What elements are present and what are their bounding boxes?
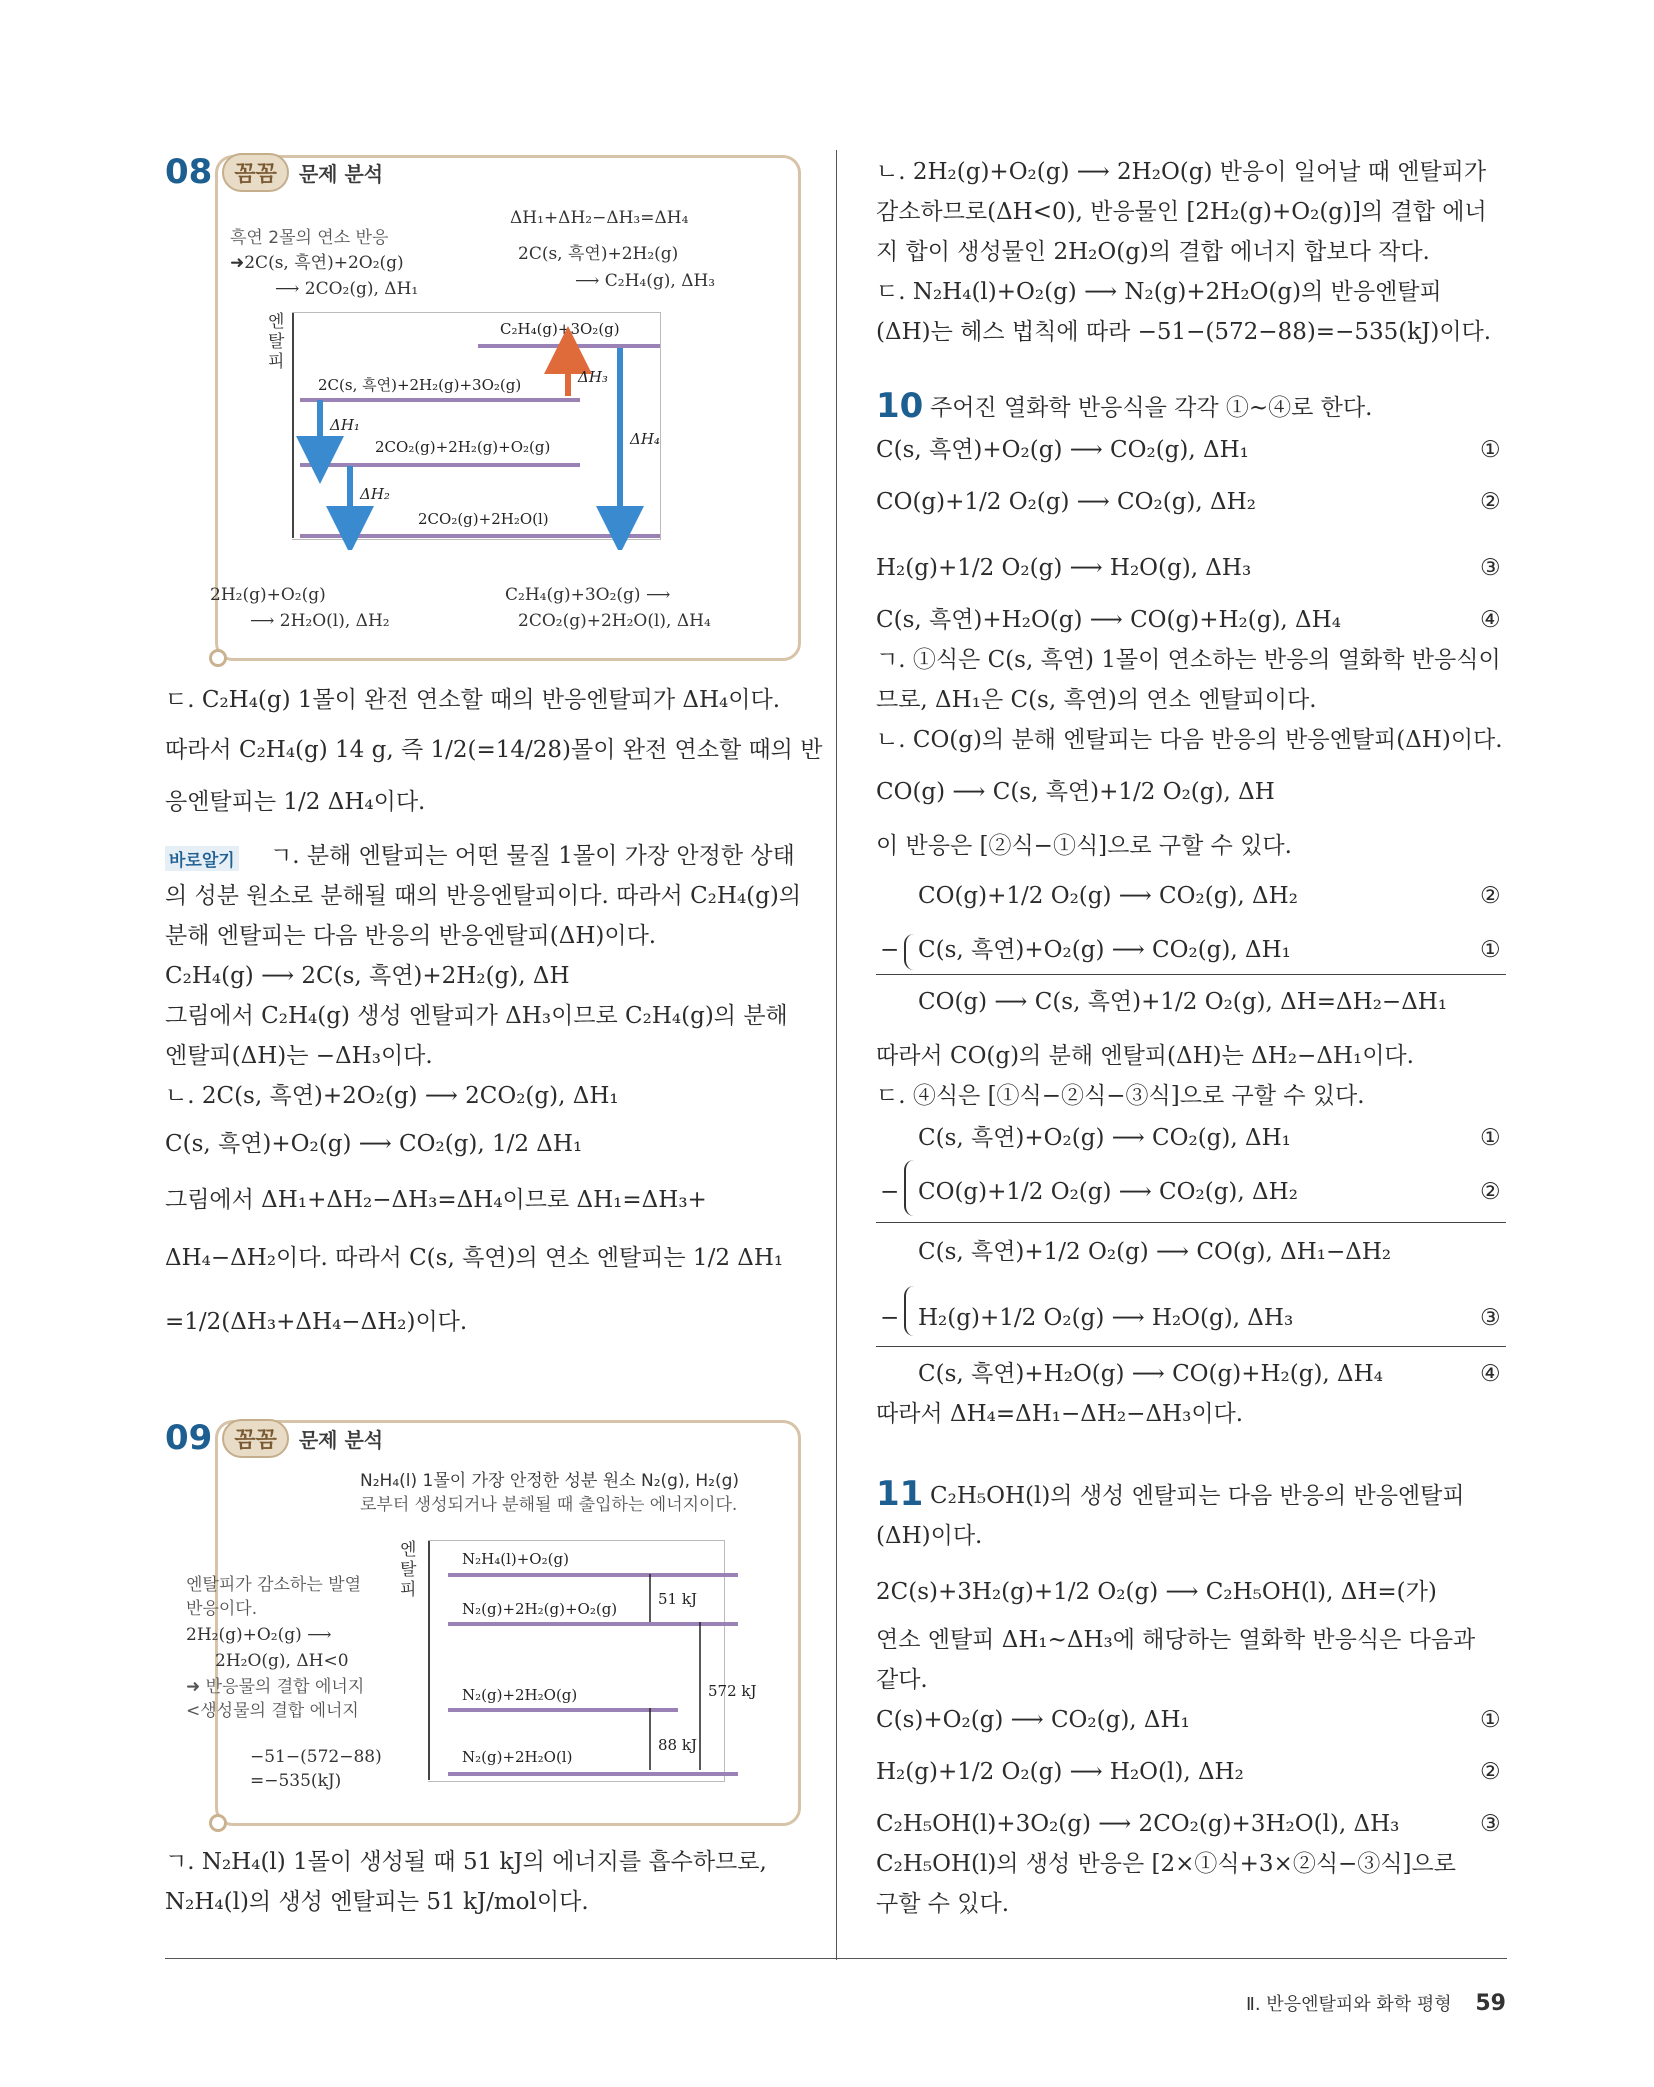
equation-line: C₂H₅OH(l)+3O₂(g) ⟶ 2CO₂(g)+3H₂O(l), ΔH₃ [876, 1811, 1400, 1837]
box-knob [209, 1814, 227, 1832]
diagram-note: C₂H₄(g)+3O₂(g) ⟶ [505, 585, 671, 605]
equation-line: H₂(g)+1/2 O₂(g) ⟶ H₂O(g), ΔH₃ [918, 1305, 1294, 1331]
diagram-note: 2H₂(g)+O₂(g) ⟶ [186, 1625, 332, 1645]
eq-mark: ③ [1480, 555, 1501, 581]
text-line: 응엔탈피는 1/2 ΔH₄이다. [165, 789, 426, 815]
equation-line: C(s, 흑연)+O₂(g) ⟶ CO₂(g), ΔH₁ [876, 437, 1249, 463]
text-line: 주어진 열화학 반응식을 각각 ①~④로 한다. [930, 395, 1373, 421]
diagram-note: ⟶ 2CO₂(g), ΔH₁ [275, 279, 419, 299]
diagram-note: 2C(s, 흑연)+2H₂(g) [518, 244, 679, 264]
section-title: Ⅱ. 반응엔탈피와 화학 평형 [1246, 1994, 1452, 2015]
eq-mark: ② [1480, 489, 1501, 515]
text-line: ㄱ. 분해 엔탈피는 어떤 물질 1몰이 가장 안정한 상태 [270, 843, 795, 869]
problem-09-header [165, 1418, 383, 1458]
diagram-note: 흑연 2몰의 연소 반응 [230, 228, 389, 248]
text-line: 므로, ΔH₁은 C(s, 흑연)의 연소 엔탈피이다. [876, 687, 1317, 713]
text-line: 따라서 C₂H₄(g) 14 g, 즉 1/2(=14/28)몰이 완전 연소할 때의 반 [165, 737, 823, 763]
problem-number: 11 [876, 1474, 924, 1514]
text-line: (ΔH)이다. [876, 1523, 983, 1549]
text-line: C₂H₅OH(l)의 생성 엔탈피는 다음 반응의 반응엔탈피 [930, 1483, 1465, 1509]
equation-line: C(s, 흑연)+1/2 O₂(g) ⟶ CO(g), ΔH₁−ΔH₂ [918, 1239, 1392, 1265]
level-label: N₂(g)+2H₂O(g) [462, 1686, 578, 1704]
eq-mark: ① [1480, 437, 1501, 463]
page-footer [1246, 1990, 1506, 2016]
diagram-note: 2H₂O(g), ΔH<0 [215, 1651, 349, 1671]
box-knob [209, 649, 227, 667]
text-line: 지 합이 생성물인 2H₂O(g)의 결합 에너지 합보다 작다. [876, 239, 1430, 265]
diagram-note: ⟶ 2H₂O(l), ΔH₂ [250, 611, 390, 631]
eq-mark: ④ [1480, 607, 1501, 633]
subtraction-bracket [904, 1160, 914, 1216]
eq-mark: ① [1480, 1125, 1501, 1151]
analysis-title: 문제 분석 [298, 1427, 384, 1452]
equation-line: CO(g) ⟶ C(s, 흑연)+1/2 O₂(g), ΔH [876, 779, 1275, 805]
y-axis-label: 엔탈피 [268, 312, 285, 372]
dh2-label: ΔH₂ [360, 485, 390, 503]
diagram-note: 엔탈피가 감소하는 발열 [186, 1575, 362, 1595]
text-line: 이 반응은 [②식−①식]으로 구할 수 있다. [876, 833, 1292, 859]
sum-line [876, 1346, 1506, 1347]
eq-mark: ③ [1480, 1811, 1501, 1837]
text-line: 그림에서 ΔH₁+ΔH₂−ΔH₃=ΔH₄이므로 ΔH₁=ΔH₃+ [165, 1187, 707, 1213]
text-line: C₂H₅OH(l)의 생성 반응은 [2×①식+3×②식−③식]으로 [876, 1851, 1456, 1877]
diagram-note: N₂H₄(l) 1몰이 가장 안정한 성분 원소 N₂(g), H₂(g) [360, 1471, 740, 1491]
equation-line: C(s, 흑연)+O₂(g) ⟶ CO₂(g), ΔH₁ [918, 1125, 1291, 1151]
diagram-note: ➜ 반응물의 결합 에너지 [186, 1677, 365, 1697]
text-line: ㄱ. ①식은 C(s, 흑연) 1몰이 연소하는 반응의 열화학 반응식이 [876, 647, 1501, 673]
text-line: 엔탈피(ΔH)는 −ΔH₃이다. [165, 1043, 433, 1069]
equation-line: CO(g) ⟶ C(s, 흑연)+1/2 O₂(g), ΔH=ΔH₂−ΔH₁ [918, 989, 1448, 1015]
text-line: 그림에서 C₂H₄(g) 생성 엔탈피가 ΔH₃이므로 C₂H₄(g)의 분해 [165, 1003, 788, 1029]
problem-number: 10 [876, 386, 924, 426]
level-label: N₂(g)+2H₂(g)+O₂(g) [462, 1600, 618, 1618]
level-label: N₂H₄(l)+O₂(g) [462, 1550, 569, 1568]
minus-sign: − [880, 1305, 900, 1331]
dh3-label: ΔH₃ [578, 368, 608, 386]
text-line: 의 성분 원소로 분해될 때의 반응엔탈피이다. 따라서 C₂H₄(g)의 [165, 883, 802, 909]
subtraction-bracket [904, 1286, 914, 1336]
correct-answer-tag: 바로알기 [165, 846, 239, 871]
diagram-note: ⟶ C₂H₄(g), ΔH₃ [575, 271, 716, 291]
sum-line [876, 1222, 1506, 1223]
text-line: ㄴ. 2C(s, 흑연)+2O₂(g) ⟶ 2CO₂(g), ΔH₁ [165, 1083, 619, 1109]
level-label: N₂(g)+2H₂O(l) [462, 1748, 573, 1766]
text-line: ㄴ. CO(g)의 분해 엔탈피는 다음 반응의 반응엔탈피(ΔH)이다. [876, 727, 1503, 753]
diagram-note: 로부터 생성되거나 분해될 때 출입하는 에너지이다. [360, 1495, 738, 1515]
analysis-title: 문제 분석 [298, 161, 384, 186]
eq-mark: ① [1480, 937, 1501, 963]
diagram-note: −51−(572−88) [250, 1747, 382, 1767]
footer-rule [165, 1958, 1507, 1959]
text-line: 감소하므로(ΔH<0), 반응물인 [2H₂(g)+O₂(g)]의 결합 에너 [876, 199, 1487, 225]
equation-line: C(s, 흑연)+H₂O(g) ⟶ CO(g)+H₂(g), ΔH₄ [876, 607, 1341, 633]
text-line: N₂H₄(l)의 생성 엔탈피는 51 kJ/mol이다. [165, 1889, 589, 1915]
problem-number: 08 [165, 152, 213, 192]
diagram-note: ➜2C(s, 흑연)+2O₂(g) [230, 253, 404, 273]
equation-line: CO(g)+1/2 O₂(g) ⟶ CO₂(g), ΔH₂ [876, 489, 1256, 515]
level-label: 2CO₂(g)+2H₂O(l) [418, 510, 549, 528]
y-axis-label: 엔탈피 [400, 1540, 417, 1600]
equation-line: CO(g)+1/2 O₂(g) ⟶ CO₂(g), ΔH₂ [918, 883, 1298, 909]
text-line: ㄷ. C₂H₄(g) 1몰이 완전 연소할 때의 반응엔탈피가 ΔH₄이다. [165, 687, 781, 713]
diagram-note: =−535(kJ) [250, 1771, 342, 1791]
text-line: ㄴ. 2H₂(g)+O₂(g) ⟶ 2H₂O(g) 반응이 일어날 때 엔탈피가 [876, 159, 1487, 185]
eq-mark: ② [1480, 1179, 1501, 1205]
analysis-tag: 꼼꼼 [222, 153, 289, 192]
dh4-label: ΔH₄ [630, 430, 660, 448]
page-number: 59 [1475, 1991, 1506, 2016]
diagram-note: 반응이다. [186, 1599, 258, 1619]
text-line: 분해 엔탈피는 다음 반응의 반응엔탈피(ΔH)이다. [165, 923, 657, 949]
text-line: ㄷ. ④식은 [①식−②식−③식]으로 구할 수 있다. [876, 1083, 1365, 1109]
equation-line: 2C(s)+3H₂(g)+1/2 O₂(g) ⟶ C₂H₅OH(l), ΔH=(가) [876, 1579, 1437, 1605]
column-divider [836, 150, 837, 1960]
dh1-label: ΔH₁ [330, 416, 360, 434]
energy-label-51: 51 kJ [658, 1590, 697, 1608]
text-line: 따라서 CO(g)의 분해 엔탈피(ΔH)는 ΔH₂−ΔH₁이다. [876, 1043, 1414, 1069]
eq-mark: ④ [1480, 1361, 1501, 1387]
text-line: ㄷ. N₂H₄(l)+O₂(g) ⟶ N₂(g)+2H₂O(g)의 반응엔탈피 [876, 279, 1442, 305]
eq-mark: ② [1480, 1759, 1501, 1785]
minus-sign: − [880, 1179, 900, 1205]
text-line: (ΔH)는 헤스 법칙에 따라 −51−(572−88)=−535(kJ)이다. [876, 319, 1492, 345]
minus-sign: − [880, 937, 900, 963]
text-line: ΔH₄−ΔH₂이다. 따라서 C(s, 흑연)의 연소 엔탈피는 1/2 ΔH₁ [165, 1245, 784, 1271]
text-line: 같다. [876, 1667, 928, 1693]
diagram-note: <생성물의 결합 에너지 [186, 1701, 359, 1721]
text-line: 연소 엔탈피 ΔH₁~ΔH₃에 해당하는 열화학 반응식은 다음과 [876, 1627, 1476, 1653]
level-label: 2CO₂(g)+2H₂(g)+O₂(g) [375, 438, 551, 456]
equation-line: C(s)+O₂(g) ⟶ CO₂(g), ΔH₁ [876, 1707, 1190, 1733]
level-label: C₂H₄(g)+3O₂(g) [500, 320, 620, 338]
diagram-note: 2H₂(g)+O₂(g) [210, 585, 326, 605]
text-line: 따라서 ΔH₄=ΔH₁−ΔH₂−ΔH₃이다. [876, 1401, 1244, 1427]
diagram-note: 2CO₂(g)+2H₂O(l), ΔH₄ [518, 611, 711, 631]
eq-mark: ③ [1480, 1305, 1501, 1331]
problem-08-header [165, 152, 383, 192]
text-line: C(s, 흑연)+O₂(g) ⟶ CO₂(g), 1/2 ΔH₁ [165, 1131, 583, 1157]
energy-label-88: 88 kJ [658, 1736, 697, 1754]
sum-line [876, 974, 1506, 975]
eq-mark: ① [1480, 1707, 1501, 1733]
equation-line: H₂(g)+1/2 O₂(g) ⟶ H₂O(l), ΔH₂ [876, 1759, 1244, 1785]
analysis-tag: 꼼꼼 [222, 1419, 289, 1458]
eq-mark: ② [1480, 883, 1501, 909]
equation-line: H₂(g)+1/2 O₂(g) ⟶ H₂O(g), ΔH₃ [876, 555, 1252, 581]
energy-label-572: 572 kJ [708, 1682, 757, 1700]
level-label: 2C(s, 흑연)+2H₂(g)+3O₂(g) [318, 376, 522, 394]
equation-line: C(s, 흑연)+O₂(g) ⟶ CO₂(g), ΔH₁ [918, 937, 1291, 963]
equation-line: CO(g)+1/2 O₂(g) ⟶ CO₂(g), ΔH₂ [918, 1179, 1298, 1205]
text-line: ㄱ. N₂H₄(l) 1몰이 생성될 때 51 kJ의 에너지를 흡수하므로, [165, 1849, 767, 1875]
equation-line: C(s, 흑연)+H₂O(g) ⟶ CO(g)+H₂(g), ΔH₄ [918, 1361, 1383, 1387]
text-line: C₂H₄(g) ⟶ 2C(s, 흑연)+2H₂(g), ΔH [165, 963, 570, 989]
subtraction-bracket [904, 934, 914, 970]
text-line: 구할 수 있다. [876, 1891, 1010, 1917]
diagram-note: ΔH₁+ΔH₂−ΔH₃=ΔH₄ [510, 208, 689, 228]
problem-number: 09 [165, 1418, 213, 1458]
text-line: =1/2(ΔH₃+ΔH₄−ΔH₂)이다. [165, 1309, 468, 1335]
